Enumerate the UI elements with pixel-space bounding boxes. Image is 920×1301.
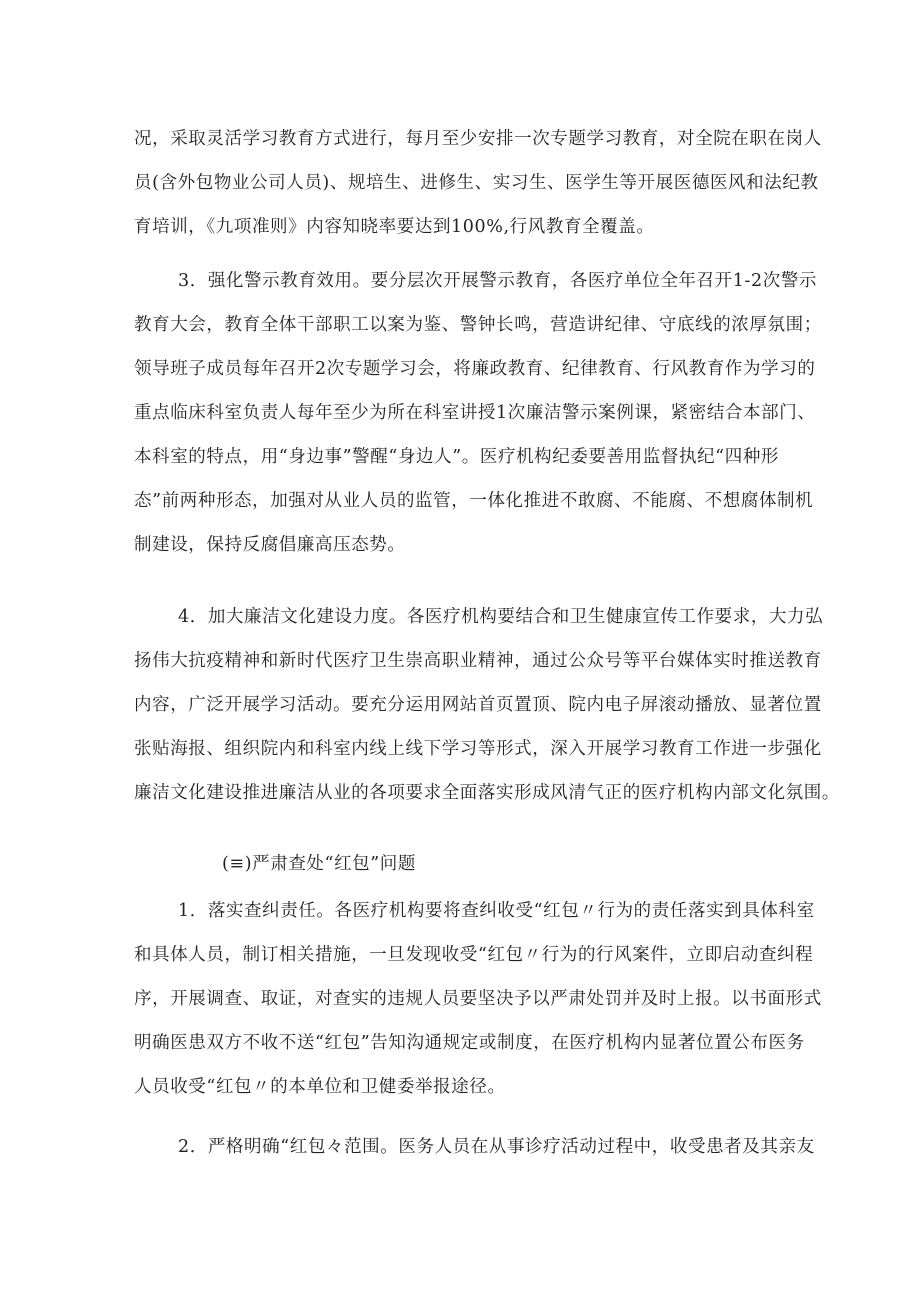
paragraph-item-4 bbox=[134, 595, 840, 815]
text-line: 明确医患双方不收不送“红包”告知沟通规定或制度，在医疗机构内显著位置公布医务 bbox=[134, 1033, 805, 1053]
text-line: 人员收受“红包〃的本单位和卫健委举报途径。 bbox=[134, 1077, 506, 1097]
text-line: 和具体人员，制订相关措施，一旦发现收受“红包〃行为的行风案件，立即启动查纠程 bbox=[134, 945, 814, 965]
paragraph-item-3 bbox=[134, 259, 822, 567]
paragraph-redpacket-item-1 bbox=[134, 889, 822, 1109]
paragraph-redpacket-item-2 bbox=[134, 1125, 815, 1169]
text-line: 制建设，保持反腐倡廉高压态势。 bbox=[134, 535, 406, 555]
text-line: 张贴海报、组织院内和科室内线上线下学习等形式，深入开展学习教育工作进一步强化 bbox=[134, 739, 822, 759]
text-line: 重点临床科室负责人每年至少为所在科室讲授1次廉洁警示案例课，紧密结合本部门、 bbox=[134, 403, 816, 423]
text-line: 员(含外包物业公司人员)、规培生、进修生、实习生、医学生等开展医德医风和法纪教 bbox=[134, 173, 819, 193]
text-line: 廉洁文化建设推进廉洁从业的各项要求全面落实形成风清气正的医疗机构内部文化氛围。 bbox=[134, 783, 840, 803]
section-heading bbox=[134, 842, 794, 886]
text-line: 2．严格明确“红包々范围。医务人员在从事诊疗活动过程中，收受患者及其亲友 bbox=[178, 1137, 815, 1157]
heading-text: (≡)严肃查处“红包”问题 bbox=[222, 854, 417, 874]
text-line: 扬伟大抗疫精神和新时代医疗卫生崇高职业精神，通过公众号等平台媒体实时推送教育 bbox=[134, 651, 822, 671]
text-line: 4．加大廉洁文化建设力度。各医疗机构要结合和卫生健康宣传工作要求，大力弘 bbox=[178, 607, 824, 627]
text-line: 领导班子成员每年召开2次专题学习会，将廉政教育、纪律教育、行风教育作为学习的 bbox=[134, 359, 816, 379]
text-line: 序，开展调查、取证，对查实的违规人员要坚决予以严肃处罚并及时上报。以书面形式 bbox=[134, 989, 822, 1009]
text-line: 育培训，《九项准则》内容知晓率要达到100%,行风教育全覆盖。 bbox=[134, 217, 655, 237]
text-line: 本科室的特点，用“身边事”警醒“身边人”。医疗机构纪委要善用监督执纪“四种形 bbox=[134, 447, 780, 467]
paragraph-continuation bbox=[134, 117, 822, 249]
text-line: 3．强化警示教育效用。要分层次开展警示教育，各医疗单位全年召开1-2次警示 bbox=[178, 271, 818, 291]
text-line: 内容，广泛开展学习活动。要充分运用网站首页置顶、院内电子屏滚动播放、显著位置 bbox=[134, 695, 822, 715]
text-line: 态”前两种形态，加强对从业人员的监管，一体化推进不敢腐、不能腐、不想腐体制机 bbox=[134, 491, 814, 511]
text-line: 1．落实查纠责任。各医疗机构要将查纠收受“红包〃行为的责任落实到具体科室 bbox=[178, 901, 815, 921]
text-line: 教育大会，教育全体干部职工以案为鉴、警钟长鸣，营造讲纪律、守底线的浓厚氛围； bbox=[134, 315, 822, 335]
text-line: 况，采取灵活学习教育方式进行，每月至少安排一次专题学习教育，对全院在职在岗人 bbox=[134, 129, 822, 149]
